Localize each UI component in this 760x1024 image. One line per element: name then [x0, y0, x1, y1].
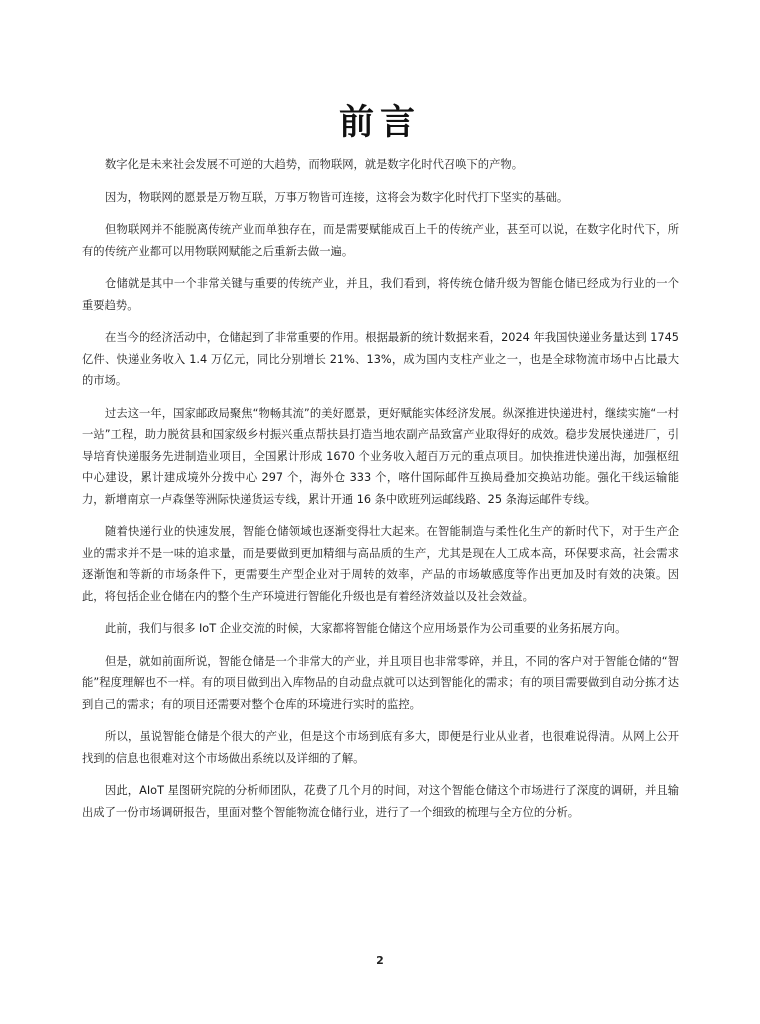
page-number: 2	[376, 954, 384, 967]
paragraph: 过去这一年，国家邮政局聚焦“物畅其流”的美好愿景，更好赋能实体经济发展。纵深推进快递进村，继续实施“一村一站”工程，助力脱贫县和国家级乡村振兴重点帮扶县打造当地农副产品致富产业取得好的成效。稳步发展快递进厂，引导培育快递服务先进制造业项目，全国累计形成 1670 个业务收入超百万元的重点项目。加快推进快递出海，加强枢纽中心建设，累计建成境外分拨中心 297 个，海外仓 333 个，喀什国际邮件互换局叠加交换站功能。强化干线运输能力，新增南京一卢森堡等洲际快递货运专线，累计开通 16 条中欧班列运邮线路、25 条海运邮件专线。	[82, 406, 679, 506]
paragraph: 但物联网并不能脱离传统产业而单独存在，而是需要赋能成百上千的传统产业，甚至可以说，在数字化时代下，所有的传统产业都可以用物联网赋能之后重新去做一遍。	[82, 223, 679, 258]
body-text	[82, 154, 679, 834]
paragraph: 此前，我们与很多 IoT 企业交流的时候，大家都将智能仓储这个应用场景作为公司重要的业务拓展方向。	[105, 622, 627, 635]
paragraph: 因为，物联网的愿景是万物互联，万事万物皆可连接，这将会为数字化时代打下坚实的基础。	[105, 190, 569, 204]
paragraph: 但是，就如前面所说，智能仓储是一个非常大的产业，并且项目也非常零碎，并且，不同的客户对于智能仓储的“智能”程度理解也不一样。有的项目做到出入库物品的自动盘点就可以达到智能化的需求；有的项目需要做到自动分拣才达到自己的需求；有的项目还需要对整个仓库的环境进行实时的监控。	[82, 654, 679, 711]
paragraph: 数字化是未来社会发展不可逆的大趋势，而物联网，就是数字化时代召唤下的产物。	[105, 158, 523, 171]
paragraph: 在当今的经济活动中，仓储起到了非常重要的作用。根据最新的统计数据来看，2024 年我国快递业务量达到 1745 亿件、快递业务收入 1.4 万亿元，同比分别增长 21%、13%，成为国内支柱产业之一，也是全球物流市场中占比最大的市场。	[82, 331, 679, 387]
paragraph: 随着快递行业的快速发展，智能仓储领域也逐渐变得壮大起来。在智能制造与柔性化生产的新时代下，对于生产企业的需求并不是一味的追求量，而是要做到更加精细与高品质的生产，尤其是现在人工成本高，环保要求高，社会需求逐渐饱和等新的市场条件下，更需要生产型企业对于周转的效率，产品的市场敏感度等作出更加及时有效的决策。因此，将包括企业仓储在内的整个生产环境进行智能化升级也是有着经济效益以及社会效益。	[82, 525, 679, 603]
paragraph: 所以，虽说智能仓储是个很大的产业，但是这个市场到底有多大，即便是行业从业者，也很难说得清。从网上公开找到的信息也很难对这个市场做出系统以及详细的了解。	[82, 730, 679, 765]
paragraph: 因此，AIoT 星图研究院的分析师团队，花费了几个月的时间，对这个智能仓储这个市场进行了深度的调研，并且输出成了一份市场调研报告，里面对整个智能物流仓储行业，进行了一个细致的梳理与全方位的分析。	[82, 784, 679, 819]
paragraph: 仓储就是其中一个非常关键与重要的传统产业，并且，我们看到，将传统仓储升级为智能仓储已经成为行业的一个重要趋势。	[82, 277, 679, 312]
page-title: 前言	[338, 103, 421, 144]
